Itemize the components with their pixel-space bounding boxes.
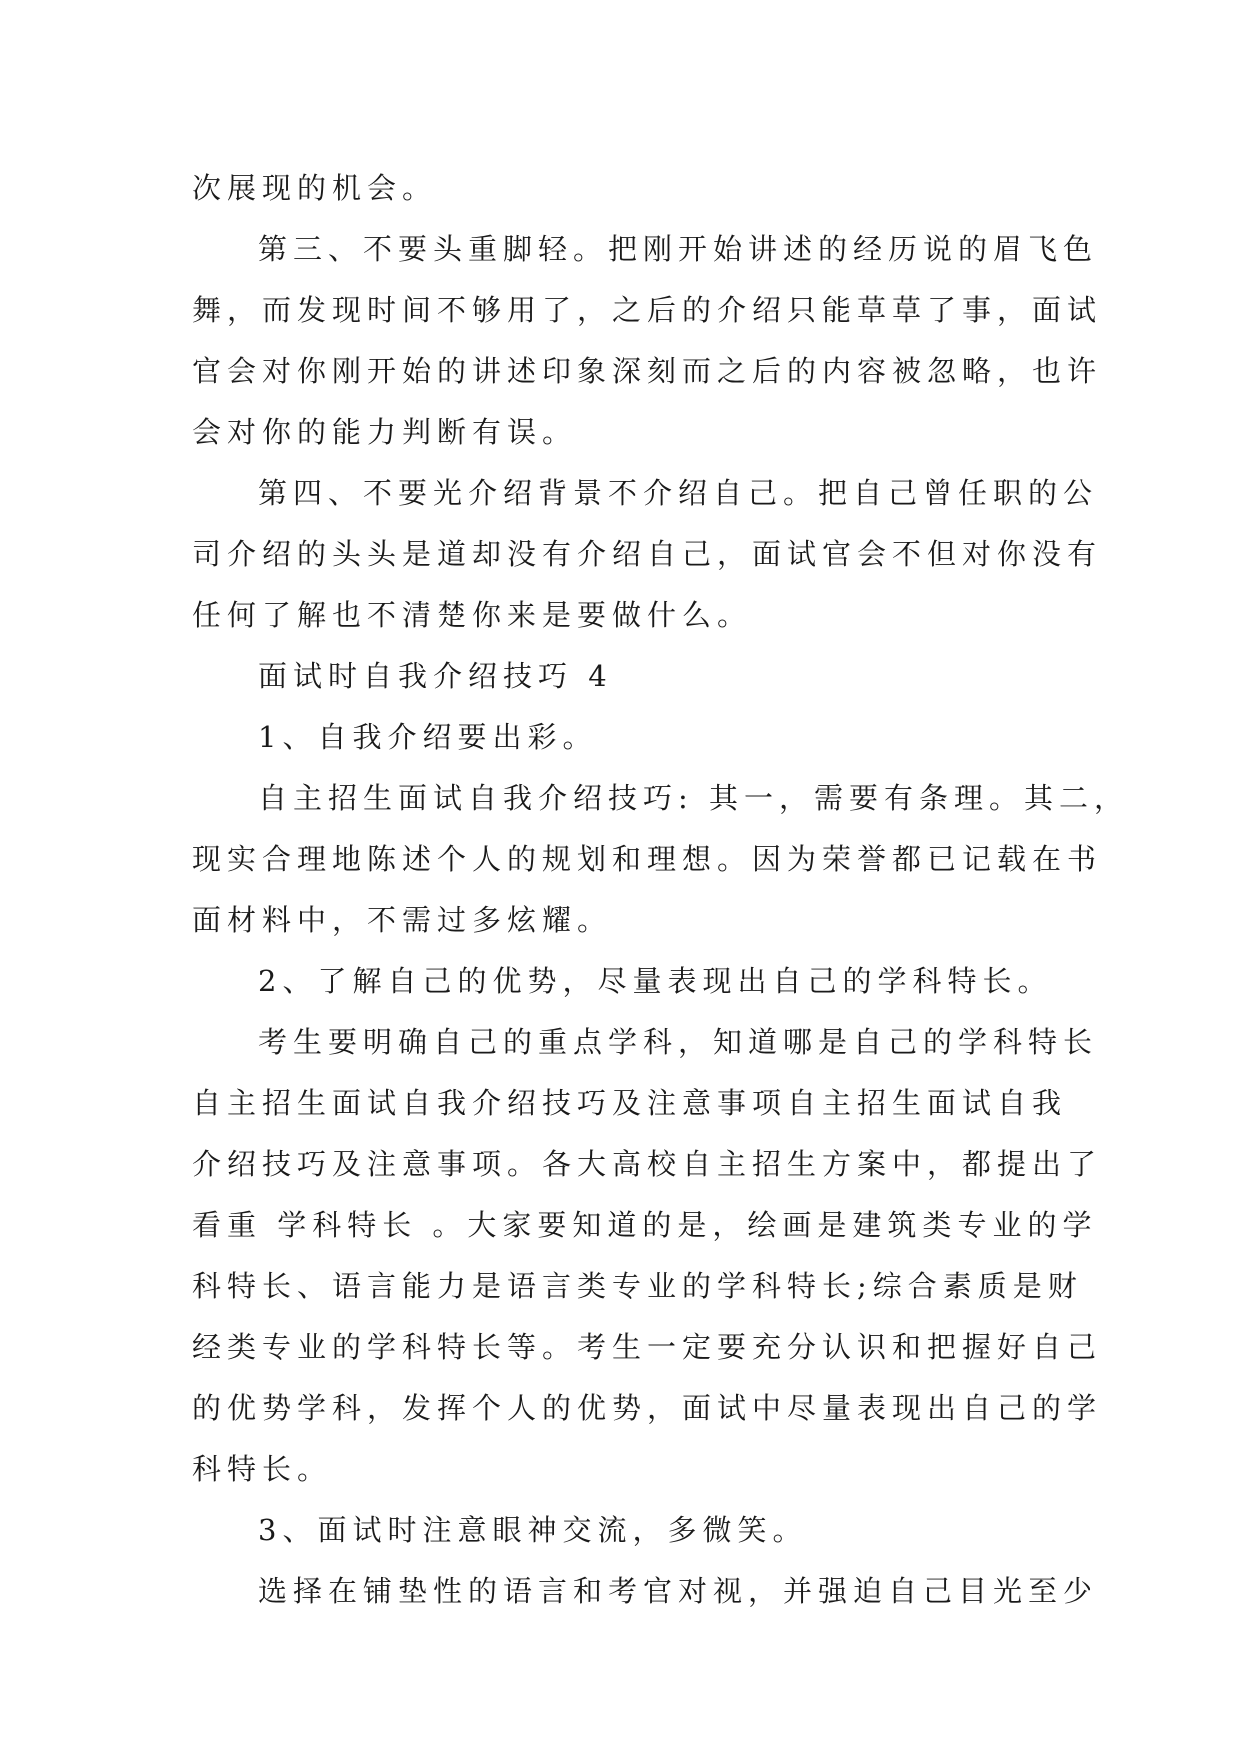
document-body (192, 158, 1129, 1622)
text-line-8: 任何了解也不清楚你来是要做什么。 (192, 598, 753, 632)
text-line-4: 官会对你刚开始的讲述印象深刻而之后的内容被忽略，也许 (192, 354, 1103, 388)
text-line-11: 自主招生面试自我介绍技巧: 其一，需要有条理。其二， (258, 781, 1129, 815)
text-line-16: 自主招生面试自我介绍技巧及注意事项自主招生面试自我 (192, 1086, 1068, 1120)
text-line-19: 科特长、语言能力是语言类专业的学科特长;综合素质是财 (192, 1269, 1083, 1303)
text-line-24: 选择在铺垫性的语言和考官对视，并强迫自己目光至少 (258, 1574, 1099, 1608)
text-line-6: 第四、不要光介绍背景不介绍自己。把自己曾任职的公 (258, 476, 1099, 510)
text-line-21: 的优势学科，发挥个人的优势，面试中尽量表现出自己的学 (192, 1391, 1103, 1425)
text-line-20: 经类专业的学科特长等。考生一定要充分认识和把握好自己 (192, 1330, 1103, 1364)
text-line-15: 考生要明确自己的重点学科，知道哪是自己的学科特长 (258, 1025, 1099, 1059)
text-line-1: 次展现的机会。 (192, 171, 438, 205)
text-line-14: 2、了解自己的优势，尽量表现出自己的学科特长。 (258, 964, 1053, 998)
text-line-10: 1、自我介绍要出彩。 (258, 720, 598, 754)
text-line-12: 现实合理地陈述个人的规划和理想。因为荣誉都已记载在书 (192, 842, 1103, 876)
text-line-7: 司介绍的头头是道却没有介绍自己，面试官会不但对你没有 (192, 537, 1103, 571)
text-line-5: 会对你的能力判断有误。 (192, 415, 578, 449)
text-line-13: 面材料中，不需过多炫耀。 (192, 903, 613, 937)
section-heading: 面试时自我介绍技巧 4 (258, 659, 613, 693)
text-line-2: 第三、不要头重脚轻。把刚开始讲述的经历说的眉飞色 (258, 232, 1099, 266)
text-line-18: 看重 学科特长 。大家要知道的是，绘画是建筑类专业的学 (192, 1208, 1098, 1242)
text-line-23: 3、面试时注意眼神交流，多微笑。 (258, 1513, 808, 1547)
text-line-3: 舞，而发现时间不够用了，之后的介绍只能草草了事，面试 (192, 293, 1103, 327)
text-line-22: 科特长。 (192, 1452, 333, 1486)
text-line-17: 介绍技巧及注意事项。各大高校自主招生方案中，都提出了 (192, 1147, 1103, 1181)
